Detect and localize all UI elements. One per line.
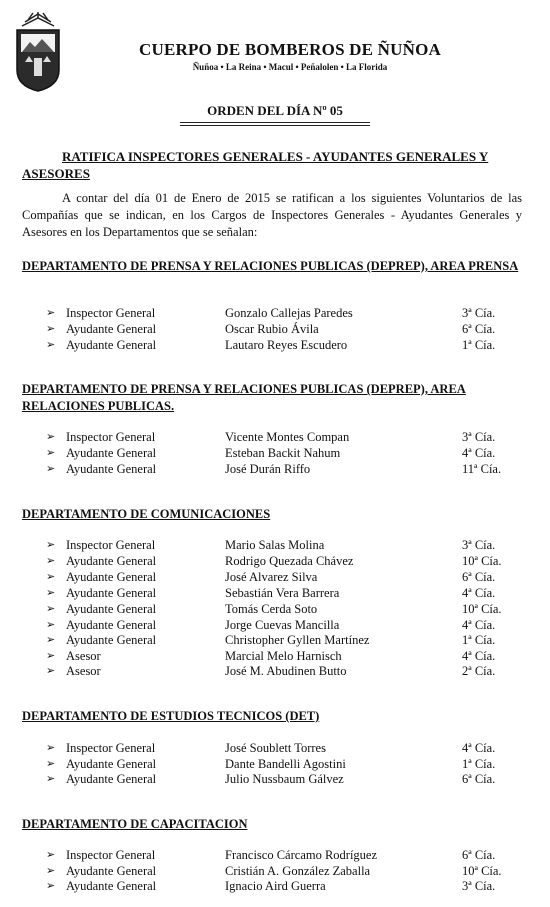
role: Ayudante General: [66, 602, 157, 616]
company-number: 2ª Cía.: [462, 664, 496, 678]
list-item: [0, 537, 550, 553]
list-item: [0, 663, 550, 679]
company-number: 3ª Cía.: [462, 306, 496, 320]
list-item: [0, 740, 550, 756]
list-item: [0, 321, 550, 337]
arrow-bullet-icon: ➢: [46, 555, 56, 567]
list-item: [0, 632, 550, 648]
list-item: [0, 553, 550, 569]
role: Asesor: [66, 664, 101, 678]
company-number: 6ª Cía.: [462, 322, 496, 336]
volunteer-name: José M. Abudinen Butto: [225, 664, 347, 678]
arrow-bullet-icon: ➢: [46, 742, 56, 754]
company-number: 10ª Cía.: [462, 602, 502, 616]
volunteer-name: Esteban Backit Nahum: [225, 446, 341, 460]
arrow-bullet-icon: ➢: [46, 339, 56, 351]
arrow-bullet-icon: ➢: [46, 323, 56, 335]
list-item: [0, 617, 550, 633]
list-item: [0, 863, 550, 879]
list-item: [0, 585, 550, 601]
organization-communes: Ñuñoa • La Reina • Macul • Peñalolen • La Florida: [192, 62, 388, 72]
company-number: 10ª Cía.: [462, 554, 502, 568]
arrow-bullet-icon: ➢: [46, 650, 56, 662]
role: Ayudante General: [66, 446, 157, 460]
role: Ayudante General: [66, 338, 157, 352]
subject-heading: RATIFICA INSPECTORES GENERALES - AYUDANTES GENERALES Y ASESORES: [22, 149, 489, 181]
volunteer-name: Marcial Melo Harnisch: [225, 649, 342, 663]
role: Ayudante General: [66, 757, 157, 771]
intro-paragraph: A contar del día 01 de Enero de 2015 se ratifican a los siguientes Voluntarios de las Compañías que se indican, en los Cargos de Inspectores Generales - Ayudantes Generales y Asesores en los Departamentos que se señalan:: [22, 191, 522, 239]
volunteer-name: Francisco Cárcamo Rodríguez: [225, 848, 378, 862]
volunteer-name: Gonzalo Callejas Paredes: [225, 306, 353, 320]
department-heading: DEPARTAMENTO DE COMUNICACIONES: [22, 507, 271, 521]
arrow-bullet-icon: ➢: [46, 539, 56, 551]
list-item: [0, 756, 550, 772]
company-number: 6ª Cía.: [462, 848, 496, 862]
company-number: 6ª Cía.: [462, 772, 496, 786]
company-number: 10ª Cía.: [462, 864, 502, 878]
volunteer-name: José Soublett Torres: [225, 741, 326, 755]
fire-department-emblem-icon: [13, 12, 63, 92]
arrow-bullet-icon: ➢: [46, 619, 56, 631]
role: Ayudante General: [66, 586, 157, 600]
arrow-bullet-icon: ➢: [46, 665, 56, 677]
arrow-bullet-icon: ➢: [46, 571, 56, 583]
arrow-bullet-icon: ➢: [46, 431, 56, 443]
volunteer-name: Oscar Rubio Ávila: [225, 322, 319, 336]
volunteer-name: Ignacio Aird Guerra: [225, 879, 326, 893]
company-number: 3ª Cía.: [462, 879, 496, 893]
volunteer-name: Jorge Cuevas Mancilla: [225, 618, 340, 632]
department-heading: DEPARTAMENTO DE PRENSA Y RELACIONES PUBLICAS (DEPREP), AREA PRENSA: [22, 259, 519, 273]
company-number: 4ª Cía.: [462, 446, 496, 460]
role: Inspector General: [66, 741, 156, 755]
volunteer-name: Dante Bandelli Agostini: [225, 757, 346, 771]
volunteer-name: José Durán Riffo: [225, 462, 311, 476]
volunteer-name: Christopher Gyllen Martínez: [225, 633, 370, 647]
list-item: [0, 569, 550, 585]
department-heading: DEPARTAMENTO DE CAPACITACION: [22, 817, 248, 831]
arrow-bullet-icon: ➢: [46, 463, 56, 475]
department-heading: DEPARTAMENTO DE ESTUDIOS TECNICOS (DET): [22, 709, 320, 723]
list-item: [0, 429, 550, 445]
list-item: [0, 601, 550, 617]
role: Inspector General: [66, 848, 156, 862]
arrow-bullet-icon: ➢: [46, 758, 56, 770]
list-item: [0, 847, 550, 863]
role: Ayudante General: [66, 864, 157, 878]
role: Asesor: [66, 649, 101, 663]
role: Ayudante General: [66, 633, 157, 647]
arrow-bullet-icon: ➢: [46, 880, 56, 892]
arrow-bullet-icon: ➢: [46, 849, 56, 861]
role: Inspector General: [66, 430, 156, 444]
volunteer-name: José Alvarez Silva: [225, 570, 318, 584]
department-heading: DEPARTAMENTO DE PRENSA Y RELACIONES PUBLICAS (DEPREP), AREA RELACIONES PUBLICAS.: [22, 382, 466, 413]
arrow-bullet-icon: ➢: [46, 447, 56, 459]
role: Ayudante General: [66, 772, 157, 786]
role: Inspector General: [66, 538, 156, 552]
arrow-bullet-icon: ➢: [46, 773, 56, 785]
list-item: [0, 445, 550, 461]
role: Ayudante General: [66, 322, 157, 336]
volunteer-name: Cristián A. González Zaballa: [225, 864, 371, 878]
document-title: ORDEN DEL DÍA Nº 05: [207, 103, 343, 118]
role: Inspector General: [66, 306, 156, 320]
list-item: [0, 305, 550, 321]
role: Ayudante General: [66, 879, 157, 893]
company-number: 4ª Cía.: [462, 649, 496, 663]
arrow-bullet-icon: ➢: [46, 865, 56, 877]
company-number: 4ª Cía.: [462, 741, 496, 755]
company-number: 4ª Cía.: [462, 586, 496, 600]
volunteer-name: Rodrigo Quezada Chávez: [225, 554, 354, 568]
title-double-rule: [180, 122, 370, 126]
list-item: [0, 461, 550, 477]
volunteer-name: Sebastián Vera Barrera: [225, 586, 340, 600]
arrow-bullet-icon: ➢: [46, 634, 56, 646]
volunteer-name: Tomás Cerda Soto: [225, 602, 318, 616]
role: Ayudante General: [66, 462, 157, 476]
list-item: [0, 771, 550, 787]
list-item: [0, 878, 550, 894]
company-number: 1ª Cía.: [462, 633, 496, 647]
role: Ayudante General: [66, 618, 157, 632]
role: Ayudante General: [66, 570, 157, 584]
arrow-bullet-icon: ➢: [46, 603, 56, 615]
volunteer-name: Lautaro Reyes Escudero: [225, 338, 348, 352]
list-item: [0, 648, 550, 664]
list-item: [0, 337, 550, 353]
company-number: 6ª Cía.: [462, 570, 496, 584]
volunteer-name: Vicente Montes Compan: [225, 430, 350, 444]
company-number: 4ª Cía.: [462, 618, 496, 632]
company-number: 3ª Cía.: [462, 430, 496, 444]
arrow-bullet-icon: ➢: [46, 587, 56, 599]
role: Ayudante General: [66, 554, 157, 568]
volunteer-name: Julio Nussbaum Gálvez: [225, 772, 344, 786]
organization-title: CUERPO DE BOMBEROS DE ÑUÑOA: [139, 40, 441, 59]
company-number: 1ª Cía.: [462, 757, 496, 771]
volunteer-name: Mario Salas Molina: [225, 538, 325, 552]
company-number: 3ª Cía.: [462, 538, 496, 552]
company-number: 1ª Cía.: [462, 338, 496, 352]
arrow-bullet-icon: ➢: [46, 307, 56, 319]
company-number: 11ª Cía.: [462, 462, 502, 476]
